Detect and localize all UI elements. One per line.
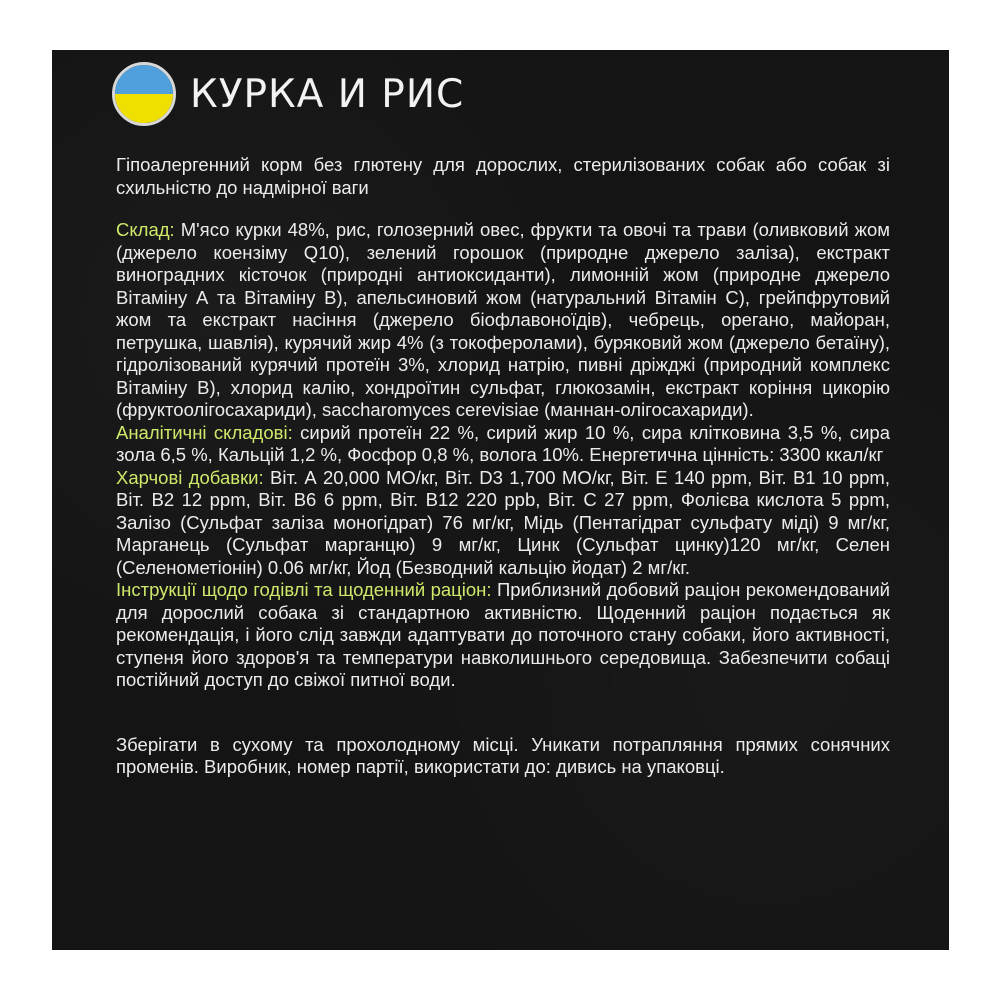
additives-heading: Харчові добавки:: [116, 466, 264, 488]
storage-instructions: Зберігати в сухому та прохолодному місці. Уникати потрапляння прямих сонячних променів. Виробник, номер партії, використати до: дивись на упаковці.: [116, 733, 890, 777]
analytical-section: [116, 422, 890, 467]
feeding-instructions-heading: Інструкції щодо годівлі та щоденний раціон:: [116, 579, 492, 600]
composition-heading: Склад:: [116, 219, 175, 240]
label-header: [112, 54, 464, 134]
ukraine-flag-icon: [112, 62, 176, 126]
feeding-instructions-text: Приблизний добовий раціон рекомендований для дорослий собака зі стандартною активністю. Щоденний раціон подається як рекомендація, і його слід завжди адаптувати до поточного стану собаки, його активності, ступеня його здоров'я та температури навколишнього середовища. Забезпечити собаці постійний доступ до свіжої питної води.: [116, 579, 890, 690]
analytical-text: сирий протеїн 22 %, сирий жир 10 %, сира клітковина 3,5 %, сира зола 6,5 %, Кальцій 1,2 %, Фосфор 0,8 %, волога 10%. Енергетична цінність: 3300 ккал/кг: [116, 421, 890, 465]
product-description: Гіпоалергенний корм без глютену для дорослих, стерилізованих собак або собак зі схильністю до надмірної ваги: [116, 154, 890, 198]
feeding-instructions-section: [116, 579, 890, 692]
additives-section: [116, 467, 890, 580]
composition-section: [116, 219, 890, 422]
composition-text: М'ясо курки 48%, рис, голозерний овес, фрукти та овочі та трави (оливковий жом (джерело коензіму Q10), зелений горошок (природне джерело заліза), екстракт виноградних кісточок (природні антиоксиданти), лимонній жом (природне джерело Вітаміну А та Вітаміну В), апельсиновий жом (натуральний Вітамін С), грейпфрутовий жом та екстракт насіння (джерело біофлавоноїдів), чебрець, орегано, майоран, петрушка, шавлія), курячий жир 4% (з токоферолами), буряковий жом (джерело бетаїну), гідролізований курячий протеїн 3%, хлорид натрію, пивні дріжджі (природний комплекс Вітаміну В), хлорид калію, хондроїтин сульфат, глюкозамін, екстракт коріння цикорію (фруктоолігосахариди), saccharomyces cerevisiae (маннан-олігосахариди).: [116, 219, 890, 420]
label-text: [116, 154, 890, 779]
package-label-panel: [52, 50, 949, 950]
analytical-heading: Аналітичні складові:: [116, 421, 293, 443]
product-title: КУРКА И РИС: [190, 71, 465, 117]
additives-text: Віт. А 20,000 МО/кг, Віт. D3 1,700 МО/кг, Віт. Е 140 ppm, Віт. В1 10 ppm, Віт. В2 12 ppm, Віт. В6 6 ppm, Віт. В12 220 ppb, Віт. С 27 ppm, Фолієва кислота 5 ppm, Залізо (Сульфат заліза моногідрат) 76 мг/кг, Мідь (Пентагідрат сульфату міді) 9 мг/кг, Марганець (Сульфат марганцю) 9 мг/кг, Цинк (Сульфат цинку)120 мг/кг, Селен (Селенометіонін) 0.06 мг/кг, Йод (Безводний кальцію йодат) 2 мг/кг.: [116, 466, 890, 578]
